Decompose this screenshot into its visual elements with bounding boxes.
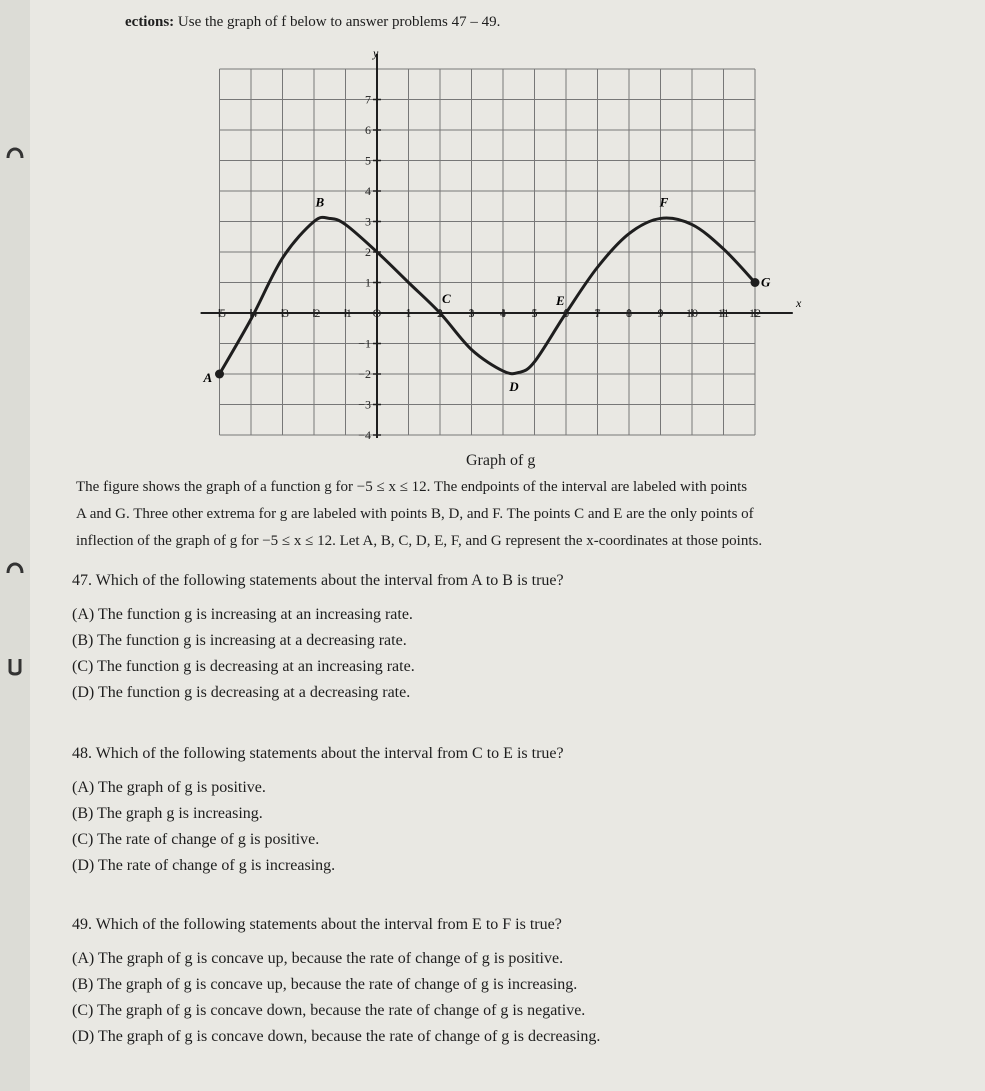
intro-line: inflection of the graph of g for −5 ≤ x ≤ 12. Let A, B, C, D, E, F, and G represent the x-coordinates at those points. bbox=[76, 533, 763, 549]
labeled-points bbox=[203, 194, 772, 394]
binder-hole-mark bbox=[4, 655, 26, 677]
x-tick-label: 6 bbox=[563, 306, 569, 320]
x-tick-label: −4 bbox=[244, 306, 258, 320]
y-tick-label: 6 bbox=[365, 123, 371, 137]
point-label-c: C bbox=[442, 291, 451, 306]
answer-option-b[interactable]: (B) The function g is increasing at a decreasing rate. bbox=[72, 632, 407, 649]
directions-text: Use the graph of f below to answer problems 47 – 49. bbox=[177, 14, 501, 30]
y-tick-label: −3 bbox=[358, 397, 371, 412]
x-axis-label: x bbox=[795, 296, 802, 310]
problem-intro bbox=[76, 474, 956, 555]
answer-option-d[interactable]: (D) The rate of change of g is increasing. bbox=[72, 857, 336, 874]
answer-option-c[interactable]: (C) The graph of g is concave down, because the rate of change of g is negative. bbox=[72, 1002, 586, 1019]
y-tick-label: −1 bbox=[358, 336, 371, 351]
x-tick-label: 10 bbox=[686, 306, 698, 320]
question-49 bbox=[72, 916, 952, 1050]
question-47 bbox=[72, 572, 952, 706]
x-tick-label: −3 bbox=[276, 306, 289, 320]
x-tick-label: 12 bbox=[749, 306, 761, 320]
binder-hole-mark bbox=[4, 140, 26, 162]
function-curve bbox=[220, 214, 756, 374]
point-label-f: F bbox=[659, 194, 669, 210]
directions-label: ections: bbox=[125, 14, 175, 30]
y-tick-label: 1 bbox=[365, 275, 371, 290]
x-tick-label: O bbox=[372, 306, 382, 320]
x-tick-label: 1 bbox=[405, 306, 412, 320]
x-tick-label: 7 bbox=[594, 306, 601, 320]
y-tick-label: 5 bbox=[365, 153, 371, 168]
x-tick-label: 11 bbox=[717, 306, 730, 320]
graph-caption: Graph of g bbox=[466, 452, 536, 469]
point-label-a: A bbox=[203, 370, 213, 385]
point-label-g: G bbox=[761, 274, 771, 290]
x-tick-label: 4 bbox=[500, 306, 506, 320]
x-tick-label: −2 bbox=[307, 306, 321, 320]
graph-tick-labels bbox=[213, 46, 802, 442]
intro-line: The figure shows the graph of a function g for −5 ≤ x ≤ 12. The endpoints of the interval are labeled with points bbox=[76, 479, 748, 495]
point-g-marker bbox=[751, 278, 760, 287]
intro-line: A and G. Three other extrema for g are labeled with points B, D, and F. The points C and E are the only points of bbox=[76, 506, 754, 522]
y-tick-label: −4 bbox=[358, 428, 371, 442]
x-tick-label: 3 bbox=[468, 306, 475, 320]
x-tick-label: 5 bbox=[531, 306, 538, 320]
point-label-b: B bbox=[315, 194, 325, 210]
x-tick-label: −5 bbox=[213, 306, 226, 320]
graph-of-g bbox=[190, 45, 820, 450]
y-tick-label: 3 bbox=[365, 214, 371, 229]
answer-option-a[interactable]: (A) The graph of g is concave up, because the rate of change of g is positive. bbox=[72, 950, 564, 967]
x-tick-label: 9 bbox=[657, 306, 664, 320]
answer-option-b[interactable]: (B) The graph g is increasing. bbox=[72, 805, 263, 822]
answer-option-c[interactable]: (C) The rate of change of g is positive. bbox=[72, 831, 320, 848]
y-tick-label: 2 bbox=[365, 245, 371, 259]
answer-option-a[interactable]: (A) The graph of g is positive. bbox=[72, 779, 266, 796]
binder-hole-mark bbox=[4, 555, 26, 577]
answer-option-d[interactable]: (D) The graph of g is concave down, because the rate of change of g is decreasing. bbox=[72, 1028, 601, 1045]
x-tick-label: 2 bbox=[437, 306, 443, 320]
question-stem: 48. Which of the following statements about the interval from C to E is true? bbox=[72, 745, 564, 762]
y-tick-label: −2 bbox=[358, 367, 371, 381]
y-axis-label: y bbox=[373, 45, 379, 60]
question-48 bbox=[72, 745, 952, 879]
point-a-marker bbox=[215, 370, 224, 379]
answer-option-b[interactable]: (B) The graph of g is concave up, because the rate of change of g is increasing. bbox=[72, 976, 578, 993]
point-label-e: E bbox=[556, 293, 565, 308]
question-stem: 47. Which of the following statements about the interval from A to B is true? bbox=[72, 572, 564, 589]
answer-option-a[interactable]: (A) The function g is increasing at an increasing rate. bbox=[72, 606, 413, 623]
x-tick-label: −1 bbox=[339, 306, 352, 320]
x-tick-label: 8 bbox=[626, 306, 632, 320]
point-label-d: D bbox=[509, 378, 519, 394]
graph-grid bbox=[220, 69, 756, 435]
answer-option-c[interactable]: (C) The function g is decreasing at an increasing rate. bbox=[72, 658, 415, 675]
y-tick-label: 4 bbox=[365, 184, 371, 198]
answer-option-d[interactable]: (D) The function g is decreasing at a decreasing rate. bbox=[72, 684, 411, 701]
directions-header bbox=[125, 14, 500, 31]
y-tick-label: 7 bbox=[365, 92, 371, 107]
question-stem: 49. Which of the following statements about the interval from E to F is true? bbox=[72, 916, 562, 933]
